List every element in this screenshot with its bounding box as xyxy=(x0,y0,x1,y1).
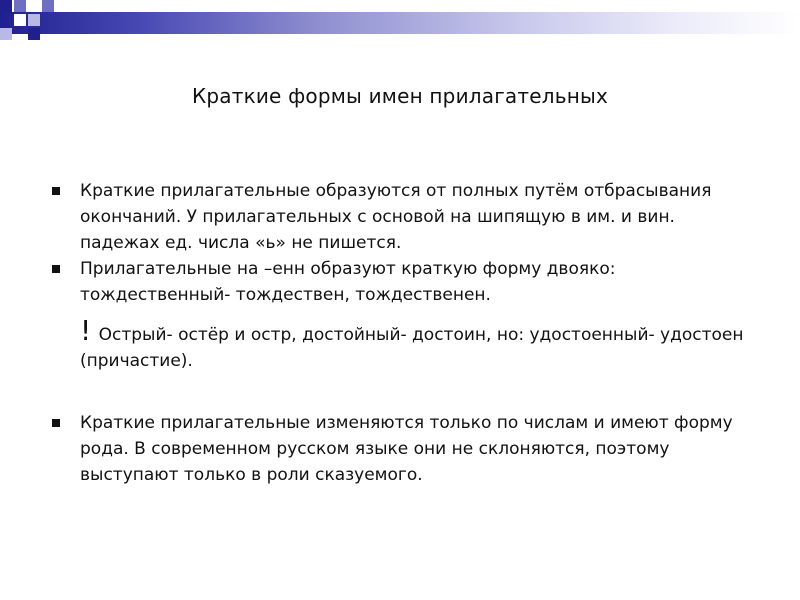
slide-title: Краткие формы имен прилагательных xyxy=(191,84,609,108)
bullet-text: Прилагательные на –енн образуют краткую форму двояко: тождественный- тождествен, тождественен. xyxy=(80,259,616,305)
header-band xyxy=(0,12,800,34)
decorative-square xyxy=(0,28,12,40)
square-bullet-icon xyxy=(52,187,60,195)
decorative-square xyxy=(42,0,54,12)
square-bullet-icon xyxy=(52,419,60,427)
bullet-text: Краткие прилагательные образуются от полных путём отбрасывания окончаний. У прилагательных с основой на шипящую в им. и вин. падежах ед. числа «ь» не пишется. xyxy=(80,181,712,253)
bullet-item xyxy=(50,256,750,308)
bullet-item xyxy=(50,410,750,488)
decorative-square xyxy=(28,28,40,40)
decorative-square xyxy=(14,0,26,12)
decorative-square xyxy=(28,14,40,26)
slide-content xyxy=(50,178,750,488)
decorative-square xyxy=(0,0,12,12)
square-bullet-icon xyxy=(52,265,60,273)
bullet-text: Краткие прилагательные изменяются только по числам и имеют форму рода. В современном русском языке они не склоняются, поэтому выступают только в роли сказуемого. xyxy=(80,413,733,485)
bullet-item xyxy=(50,178,750,256)
exception-note xyxy=(50,314,750,374)
decorative-square xyxy=(14,14,26,26)
note-text: Острый- остёр и остр, достойный- достоин, но: удостоенный- удостоен (причастие). xyxy=(80,325,744,371)
exclamation-mark: ! xyxy=(80,314,92,347)
